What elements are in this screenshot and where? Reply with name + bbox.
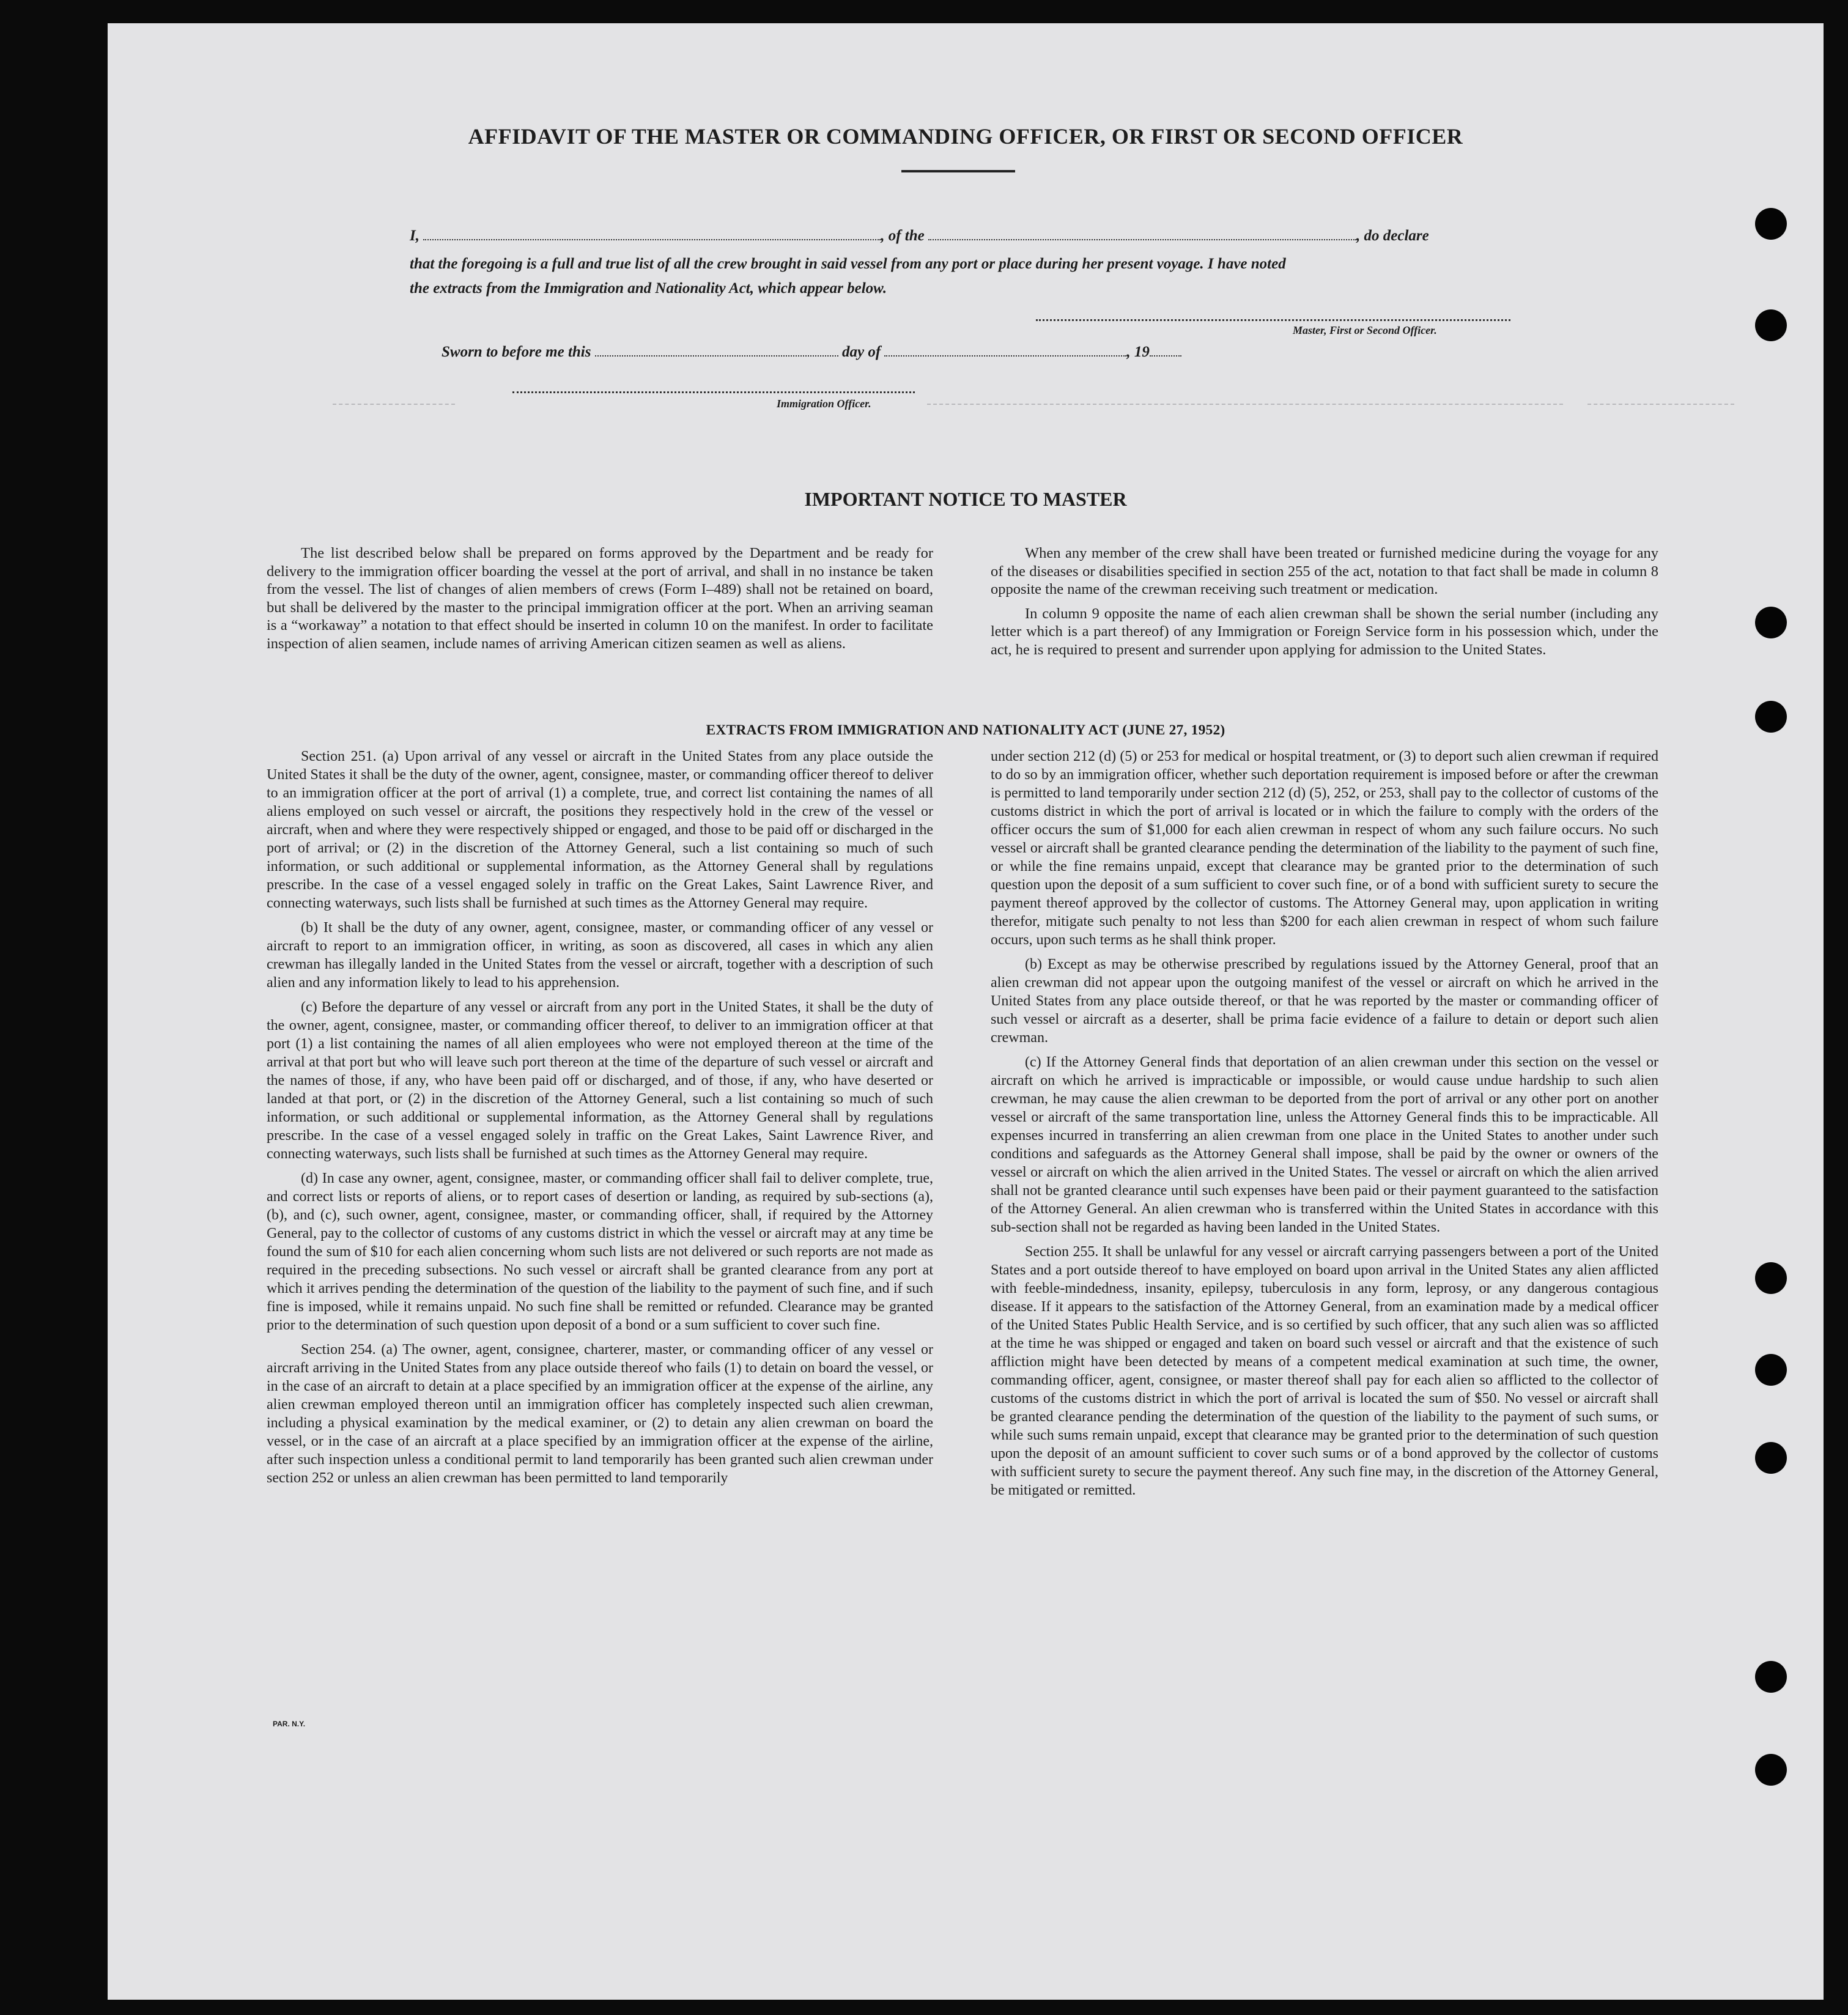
vessel-blank[interactable] [928, 233, 1356, 240]
section-254b: (b) Except as may be otherwise prescribed by regulations issued by the Attorney General, proof that an alien crewman did not appear upon the outgoing manifest of the vessel or aircraft on which he arrived in the United States from any place outside thereof, or that he was reported by the master or commanding officer of such vessel or aircraft as a deserter, shall be prima facie evidence of a failure to detain or deport such alien crewman. [991, 956, 1658, 1046]
section-254a-continued: under section 212 (d) (5) or 253 for medical or hospital treatment, or (3) to deport such alien crewman if required to do so by an immigration officer, whether such deportation requirement is imposed before or after the crewman is permitted to land temporarily under section 212 (d) (5), 252, or 253, shall pay to the collector of customs of the customs district in which the port of arrival is located or in which the failure to comply with the orders of the officer occurs the sum of $1,000 for each alien crewman in respect of whom any such failure occurs. No such vessel or aircraft shall be granted clearance pending the determination of the liability to the payment of such fine, or while the fine remains unpaid, except that clearance may be granted prior to the determination of such question upon the deposit of a sum sufficient to cover such fine, or of a bond with sufficient surety to secure the payment thereof approved by the collector of customs. The Attorney General may, upon application in writing therefor, mitigate such penalty to not less than $200 for each alien crewman in respect of whom such failure occurs, upon such terms as he shall think proper. [991, 749, 1658, 948]
document-page [108, 23, 1824, 2000]
extracts-left-column [267, 747, 933, 1493]
affidavit-title: AFFIDAVIT OF THE MASTER OR COMMANDING OFFICER, OR FIRST OR SECOND OFFICER [468, 124, 1463, 149]
name-blank[interactable] [423, 233, 881, 240]
sworn-line [442, 344, 1181, 361]
i-label: I, [410, 227, 419, 244]
extracts-title: EXTRACTS FROM IMMIGRATION AND NATIONALITY ACT (JUNE 27, 1952) [706, 722, 1225, 738]
notice-right-paragraph-2: In column 9 opposite the name of each alien crewman shall be shown the serial number (including any letter which is a part thereof) of any Immigration or Foreign Service form in his possession which, under the act, he is required to present and surrender upon applying for admission to the United States. [991, 605, 1658, 658]
sworn-day-blank[interactable] [595, 349, 838, 357]
section-251a: Section 251. (a) Upon arrival of any vessel or aircraft in the United States from any place outside the United States it shall be the duty of the owner, agent, consignee, master, or commanding officer thereof to deliver to an immigration officer at the port of arrival (1) a complete, true, and correct list containing the names of all aliens employed on such vessel or aircraft, the positions they respectively hold in the crew of the vessel or aircraft, when and where they were respectively shipped or engaged, and those to be paid off or discharged in the port of arrival; or (2) in the discretion of the Attorney General, such a list containing so much of such information, or such additional or supplemental information, as the Attorney General shall by regulations prescribe. In the case of a vessel engaged solely in traffic on the Great Lakes, Saint Lawrence River, and connecting waterways, such lists shall be furnished at such times as the Attorney General may require. [267, 749, 933, 911]
section-251b: (b) It shall be the duty of any owner, agent, consignee, master, or commanding officer of any vessel or aircraft to report to an immigration officer, in writing, as soon as discovered, all cases in which any alien crewman has illegally landed in the United States from the vessel or aircraft, together with a description of such alien and any information likely to lead to his apprehension. [267, 920, 933, 991]
notice-left-paragraph: The list described below shall be prepared on forms approved by the Department and be ready for delivery to the immigration officer boarding the vessel at the port of arrival, and shall in no instance be taken from the vessel. The list of changes of alien members of crews (Form I–489) shall not be retained on board, but shall be delivered by the master to the principal immigration officer at the port. When an arriving seaman is a “workaway” a notation to that effect should be inserted in column 10 on the manifest. In order to facilitate inspection of alien seamen, include names of arriving American citizen seamen as well as aliens. [267, 545, 933, 652]
punch-hole [1755, 309, 1787, 341]
declaration-line-1 [410, 227, 1429, 245]
punch-hole [1755, 1442, 1787, 1474]
notice-title: IMPORTANT NOTICE TO MASTER [804, 488, 1127, 510]
of-the-label: , of the [881, 227, 925, 244]
printer-imprint: PAR. N.Y. [273, 1720, 306, 1728]
sworn-year-blank[interactable] [1150, 349, 1181, 357]
master-signature-line[interactable] [1036, 319, 1510, 321]
punch-hole [1755, 1262, 1787, 1294]
officer-signature-line[interactable] [512, 391, 915, 393]
do-declare-label: , do declare [1356, 227, 1429, 244]
faint-rule [333, 404, 455, 405]
faint-rule [927, 404, 1563, 405]
officer-signature-label: Immigration Officer. [777, 397, 871, 410]
day-of-label: day of [841, 344, 881, 360]
section-251d: (d) In case any owner, agent, consignee, master, or commanding officer shall fail to deliver complete, true, and correct lists or reports of aliens, or to report cases of desertion or landing, as required by sub-sections (a), (b), and (c), such owner, agent, consignee, master, or commanding officer, shall, if required by the Attorney General, pay to the collector of customs of any customs district in which the vessel or aircraft may at any time be found the sum of $10 for each alien concerning whom such lists are not delivered or such reports are not made as required in the preceding subsections. No such vessel or aircraft shall be granted clearance from any port at which it arrives pending the determination of the question of the liability to the payment of such fine, and if such fine is imposed, while it remains unpaid. No such fine shall be remitted or refunded. Clearance may be granted prior to the determination of such question upon deposit of a bond or a sum sufficient to cover such fine. [267, 1170, 933, 1333]
notice-right-column [991, 544, 1658, 665]
punch-hole [1755, 1354, 1787, 1386]
declaration-line-3: the extracts from the Immigration and Nationality Act, which appear below. [410, 280, 887, 297]
sworn-month-blank[interactable] [884, 349, 1126, 357]
notice-left-column [267, 544, 933, 659]
punch-hole [1755, 607, 1787, 638]
punch-hole [1755, 1754, 1787, 1786]
punch-hole [1755, 208, 1787, 240]
faint-rule [1587, 404, 1734, 405]
master-signature-label: Master, First or Second Officer. [1293, 324, 1437, 336]
notice-right-paragraph-1: When any member of the crew shall have been treated or furnished medicine during the voyage for any of the diseases or disabilities specified in section 255 of the act, notation to that fact shall be made in column 8 opposite the name of the crewman receiving such treatment or medication. [991, 545, 1658, 597]
section-254c: (c) If the Attorney General finds that deportation of an alien crewman under this section on the vessel or aircraft on which he arrived is impracticable or impossible, or would cause undue hardship to such alien crewman, he may cause the alien crewman to be deported from the port of arrival or any other port on another vessel or aircraft of the same transportation line, unless the Attorney General finds this to be impracticable. All expenses incurred in transferring an alien crewman from one place in the United States to another under such conditions and safeguards as the Attorney General shall impose, shall be paid by the owner or owners of the vessel or aircraft on which the alien arrived in the United States. The vessel or aircraft on which the alien arrived shall not be granted clearance until such expenses have been paid or their payment guaranteed to the satisfaction of the Attorney General. An alien crewman who is transferred within the United States in accordance with this sub-section shall not be regarded as having been landed in the United States. [991, 1054, 1658, 1235]
section-251c: (c) Before the departure of any vessel or aircraft from any port in the United States, it shall be the duty of the owner, agent, consignee, master, or commanding officer thereof, to deliver to an immigration officer at that port (1) a list containing the names of all alien employees who were not employed thereon at the time of the arrival at that port but who will leave such port thereon at the time of the departure of such vessel or aircraft and the names of those, if any, who have been paid off or discharged, and of those, if any, who have deserted or landed at that port, or (2) in the discretion of the Attorney General, such a list containing so much of such information, or such additional or supplemental information, as the Attorney General shall by regulations prescribe. In the case of a vessel engaged solely in traffic on the Great Lakes, Saint Lawrence River, and connecting waterways, such lists shall be furnished at such times as the Attorney General may require. [267, 999, 933, 1162]
section-254a: Section 254. (a) The owner, agent, consignee, charterer, master, or commanding officer of any vessel or aircraft arriving in the United States from any place outside thereof who fails (1) to detain on board the vessel, or in the case of an aircraft to detain at a place specified by an immigration officer at the expense of the airline, any alien crewman employed thereon until an immigration officer has completely inspected such alien crewman, including a physical examination by the medical examiner, or (2) to detain any alien crewman on board the vessel, or in the case of an aircraft at a place specified by an immigration officer at the expense of the airline, after such inspection unless a conditional permit to land temporarily has been granted such alien crewman under section 252 or unless an alien crewman has been permitted to land temporarily [267, 1342, 933, 1486]
declaration-line-2: that the foregoing is a full and true list of all the crew brought in said vessel from any port or place during her present voyage. I have noted [410, 256, 1286, 272]
sworn-label: Sworn to before me this [442, 344, 591, 360]
year-label: , 19 [1126, 344, 1150, 360]
punch-hole [1755, 1661, 1787, 1693]
section-255: Section 255. It shall be unlawful for any vessel or aircraft carrying passengers between a port of the United States and a port outside thereof to have employed on board upon arrival in the United States any alien afflicted with feeble-mindedness, insanity, epilepsy, tuberculosis in any form, leprosy, or any dangerous contagious disease. If it appears to the satisfaction of the Attorney General, from an examination made by a medical officer of the United States Public Health Service, and is so certified by such officer, that any such alien was so afflicted at the time he was shipped or engaged and taken on board such vessel or aircraft and that the existence of such affliction might have been detected by means of a competent medical examination at such time, the owner, commanding officer, agent, consignee, or master thereof shall pay for each alien so afflicted to the collector of customs of the customs district in which the port of arrival is located the sum of $50. No vessel or aircraft shall be granted clearance pending the determination of the question of the liability to the payment of such sums, or while such sums remain unpaid, except that clearance may be granted prior to the determination of such question upon the deposit of an amount sufficient to cover such sums or of a bond approved by the collector of customs with sufficient surety to secure the payment thereof. Any such fine may, in the discretion of the Attorney General, be mitigated or remitted. [991, 1244, 1658, 1498]
title-divider [901, 170, 1015, 172]
punch-hole [1755, 701, 1787, 733]
extracts-right-column [991, 747, 1658, 1506]
